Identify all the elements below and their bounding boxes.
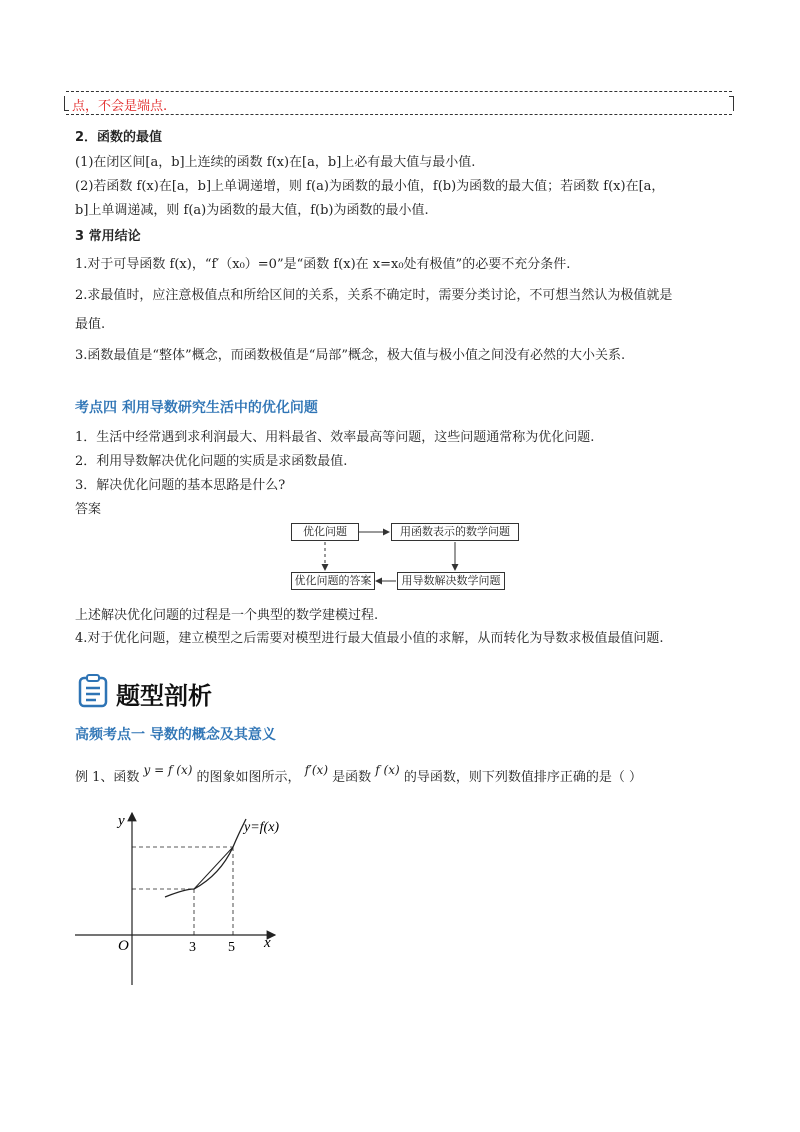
section-title: 题型剖析 (116, 682, 212, 710)
answer-label: 答案 (75, 502, 102, 517)
heading-high-freq-1: 高频考点一 导数的概念及其意义 (75, 727, 276, 743)
paragraph: 上述解决优化问题的过程是一个典型的数学建模过程. (75, 608, 379, 623)
y-label: y (118, 813, 125, 829)
paragraph: 1．生活中经常遇到求利润最大、用料最省、效率最高等问题，这些问题通常称为优化问题. (75, 430, 595, 445)
paragraph: (1)在闭区间[a，b]上连续的函数 f(x)在[a，b]上必有最大值与最小值. (75, 155, 476, 170)
tick-5: 5 (228, 940, 235, 955)
paragraph: 4.对于优化问题，建立模型之后需要对模型进行最大值最小值的求解，从而转化为导数求极值最值问题. (75, 631, 664, 646)
x-label: x (264, 935, 271, 951)
paragraph: (2)若函数 f(x)在[a，b]上单调递增，则 f(a)为函数的最小值，f(b)为函数的最大值；若函数 f(x)在[a， (75, 179, 665, 194)
secant-line (194, 847, 233, 889)
flowchart (285, 518, 525, 594)
paragraph: 2.求最值时，应注意极值点和所给区间的关系，关系不确定时，需要分类讨论，不可想当然认为极值就是 (75, 288, 673, 303)
function-graph (70, 805, 310, 990)
flow-arrows (285, 518, 525, 594)
curve-fx (165, 819, 246, 897)
clipboard-icon (78, 674, 108, 708)
heading-max-min: 2．函数的最值 (75, 130, 163, 145)
flow-box-problem: 优化问题 (291, 523, 359, 541)
formula-y-fx: y = f (x) (143, 763, 193, 777)
note-box (66, 91, 732, 115)
example-text: 是函数 (332, 770, 372, 785)
flow-box-derivative: 用导数解决数学问题 (397, 572, 505, 590)
heading-optimization: 考点四 利用导数研究生活中的优化问题 (75, 400, 318, 416)
flow-box-math-problem: 用函数表示的数学问题 (391, 523, 519, 541)
flow-box-answer: 优化问题的答案 (291, 572, 375, 590)
example-text: 的导函数，则下列数值排序正确的是（ ） (403, 770, 642, 785)
paragraph: 最值. (75, 317, 106, 332)
paragraph: 3.函数最值是“整体”概念，而函数极值是“局部”概念，极大值与极小值之间没有必然的大小关系. (75, 348, 626, 363)
heading-conclusions: 3 常用结论 (75, 229, 141, 244)
example-text: 例 1、函数 (75, 770, 140, 785)
example-text: 的图象如图所示， (196, 770, 301, 785)
formula-fprime: f′(x) (304, 763, 328, 777)
tick-3: 3 (189, 940, 196, 955)
paragraph: 2．利用导数解决优化问题的实质是求函数最值. (75, 454, 348, 469)
origin-label: O (118, 938, 129, 954)
paragraph: b]上单调递减，则 f(a)为函数的最大值，f(b)为函数的最小值. (75, 203, 429, 218)
curve-label: y=f(x) (244, 820, 280, 835)
paragraph: 1.对于可导函数 f(x)，“f′（x₀）=0”是“函数 f(x)在 x=x₀处有极值”的必要不充分条件. (75, 257, 571, 272)
example-1 (75, 763, 642, 785)
paragraph: 3．解决优化问题的基本思路是什么? (75, 478, 286, 493)
formula-fx: f (x) (375, 763, 400, 777)
note-text: 点，不会是端点. (72, 99, 168, 114)
